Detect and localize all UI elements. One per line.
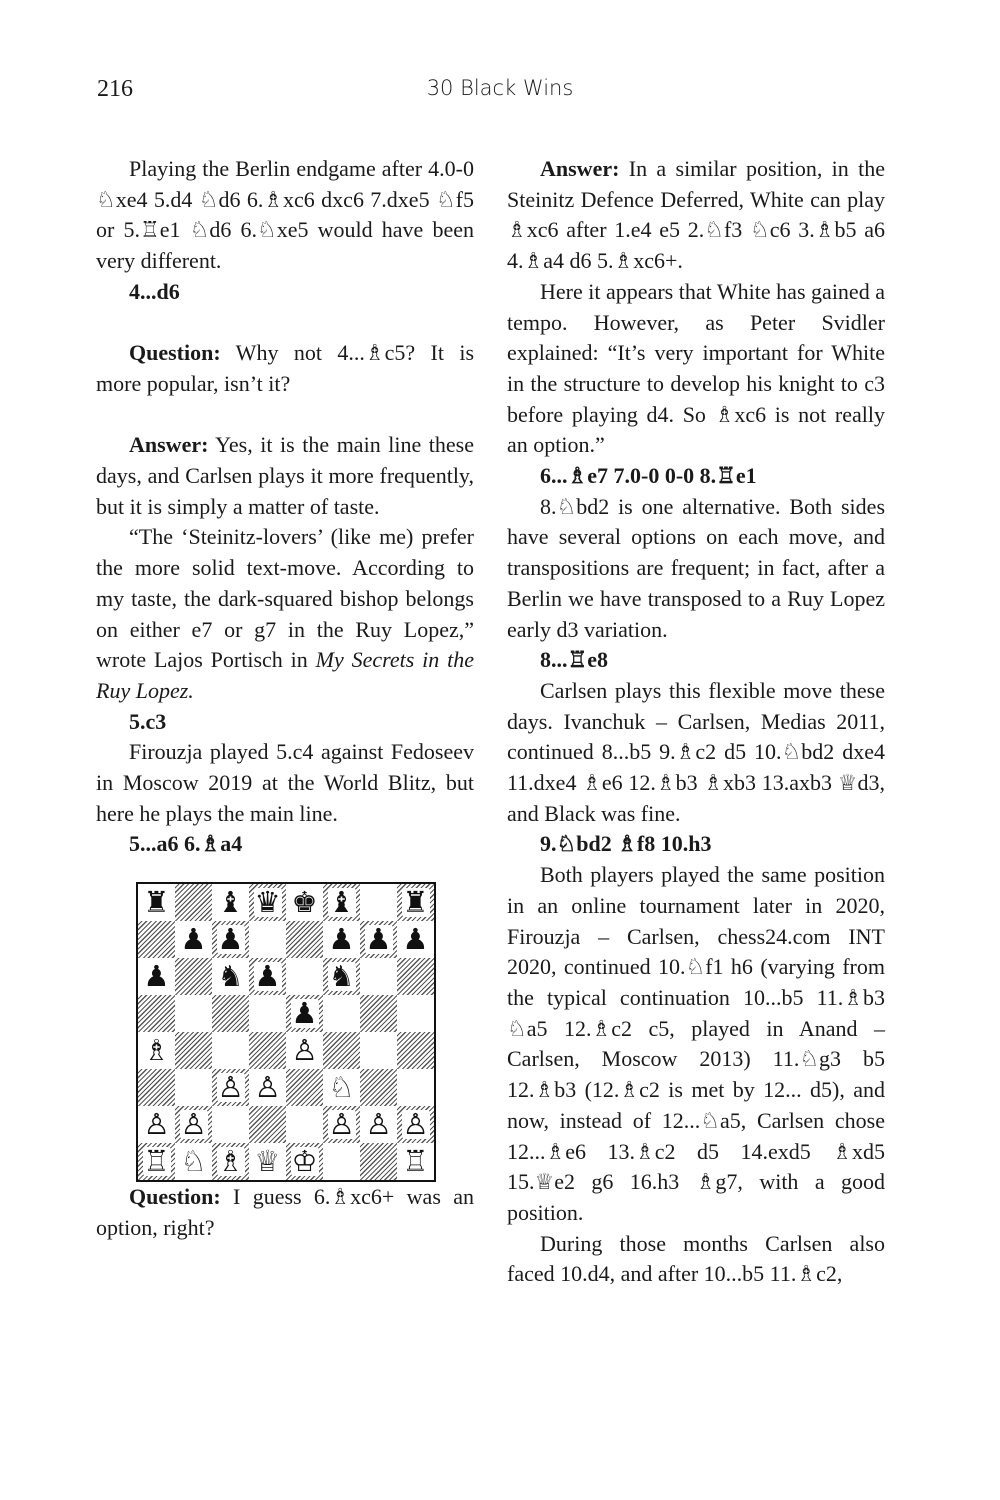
question xyxy=(96,1182,474,1243)
square-g2 xyxy=(360,1106,397,1143)
chess-piece: ♜ xyxy=(143,885,170,920)
chess-diagram xyxy=(136,882,436,1182)
right-column xyxy=(507,154,885,1290)
square-d6 xyxy=(249,958,286,995)
chess-piece: ♜ xyxy=(402,885,429,920)
question-text: I guess 6.♗xc6+ was an option, right? xyxy=(96,1184,474,1240)
square-d4 xyxy=(249,1032,286,1069)
chess-piece: ♙ xyxy=(254,1070,281,1105)
chess-piece: ♚ xyxy=(291,885,318,920)
chess-piece: ♟ xyxy=(365,922,392,957)
square-e6 xyxy=(286,958,323,995)
square-d2 xyxy=(249,1106,286,1143)
chess-piece: ♛ xyxy=(254,885,281,920)
square-c1 xyxy=(212,1143,249,1180)
square-a3 xyxy=(138,1069,175,1106)
question-text: Why not 4...♗c5? It is more popular, isn’t it? xyxy=(96,340,474,396)
square-g1 xyxy=(360,1143,397,1180)
square-g8 xyxy=(360,884,397,921)
square-h8 xyxy=(397,884,434,921)
chess-piece: ♖ xyxy=(402,1144,429,1179)
left-column xyxy=(96,154,474,1244)
square-a2 xyxy=(138,1106,175,1143)
square-f4 xyxy=(323,1032,360,1069)
answer xyxy=(507,154,885,277)
square-f6 xyxy=(323,958,360,995)
square-d8 xyxy=(249,884,286,921)
square-h4 xyxy=(397,1032,434,1069)
square-c7 xyxy=(212,921,249,958)
chess-piece: ♗ xyxy=(217,1144,244,1179)
chess-piece: ♖ xyxy=(143,1144,170,1179)
square-c2 xyxy=(212,1106,249,1143)
chess-piece: ♘ xyxy=(328,1070,355,1105)
square-b1 xyxy=(175,1143,212,1180)
square-f1 xyxy=(323,1143,360,1180)
square-e8 xyxy=(286,884,323,921)
move-line: 5...a6 6.♗a4 xyxy=(129,831,243,857)
square-f5 xyxy=(323,995,360,1032)
chess-piece: ♝ xyxy=(217,885,244,920)
square-a4 xyxy=(138,1032,175,1069)
chess-piece: ♟ xyxy=(217,922,244,957)
paragraph: Both players played the same position in an online tournament later in 2020, Firouzja – Carlsen, chess24.com INT 2020, continued 10.♘f1 h6 (varying from the typical continuation 10...b5 11.♗b3 ♘a5 12.♗c2 c5, played in Anand – Carlsen, Moscow 2013) 11.♘g3 b5 12.♗b3 (12.♗c2 is met by 12... d5), and now, instead of 12...♘a5, Carlsen chose 12...♗e6 13.♗c2 d5 14.exd5 ♗xd5 15.♕e2 g6 16.h3 ♗g7, with a good position. xyxy=(507,862,885,1225)
running-title: 30 Black Wins xyxy=(426,76,574,100)
chess-piece: ♙ xyxy=(143,1107,170,1142)
move-line: 6...♗e7 7.0-0 0-0 8.♖e1 xyxy=(540,463,757,489)
square-f3 xyxy=(323,1069,360,1106)
paragraph: Playing the Berlin endgame after 4.0-0 ♘xe4 5.d4 ♘d6 6.♗xc6 dxc6 7.dxe5 ♘f5 or 5.♖e1 ♘d6 6.♘xe5 would have been very different. xyxy=(96,156,474,274)
square-b7 xyxy=(175,921,212,958)
square-e7 xyxy=(286,921,323,958)
chess-piece: ♙ xyxy=(291,1033,318,1068)
square-c4 xyxy=(212,1032,249,1069)
chess-piece: ♝ xyxy=(328,885,355,920)
square-b3 xyxy=(175,1069,212,1106)
chess-piece: ♞ xyxy=(328,959,355,994)
chess-piece: ♙ xyxy=(328,1107,355,1142)
square-b8 xyxy=(175,884,212,921)
square-g4 xyxy=(360,1032,397,1069)
square-c5 xyxy=(212,995,249,1032)
square-d3 xyxy=(249,1069,286,1106)
chess-piece: ♟ xyxy=(254,959,281,994)
square-f7 xyxy=(323,921,360,958)
square-g6 xyxy=(360,958,397,995)
chess-piece: ♙ xyxy=(180,1107,207,1142)
move-line: 8...♖e8 xyxy=(540,647,608,673)
square-h3 xyxy=(397,1069,434,1106)
chess-piece: ♟ xyxy=(328,922,355,957)
answer-label: Answer: xyxy=(540,156,620,181)
square-c8 xyxy=(212,884,249,921)
square-c6 xyxy=(212,958,249,995)
move-line: 4...d6 xyxy=(129,278,180,304)
square-h5 xyxy=(397,995,434,1032)
answer-text: In a similar position, in the Steinitz Defence Deferred, White can play ♗xc6 after 1.e4 e5 2.♘f3 ♘c6 3.♗b5 a6 4.♗a4 d6 5.♗xc6+. xyxy=(507,156,885,274)
chess-piece: ♔ xyxy=(291,1144,318,1179)
square-b6 xyxy=(175,958,212,995)
question xyxy=(96,338,474,399)
square-g3 xyxy=(360,1069,397,1106)
move-line: 9.♘bd2 ♗f8 10.h3 xyxy=(540,831,712,857)
square-d1 xyxy=(249,1143,286,1180)
square-e1 xyxy=(286,1143,323,1180)
square-g7 xyxy=(360,921,397,958)
chess-piece: ♕ xyxy=(254,1144,281,1179)
square-b2 xyxy=(175,1106,212,1143)
paragraph: During those months Carlsen also faced 10.d4, and after 10...b5 11.♗c2, xyxy=(507,1230,885,1287)
square-a1 xyxy=(138,1143,175,1180)
square-e3 xyxy=(286,1069,323,1106)
square-f2 xyxy=(323,1106,360,1143)
square-b4 xyxy=(175,1032,212,1069)
paragraph: 8.♘bd2 is one alternative. Both sides have several options on each move, and transpositions are frequent; in fact, after a Berlin we have transposed to a Ruy Lopez early d3 variation. xyxy=(507,493,885,642)
square-h7 xyxy=(397,921,434,958)
chess-piece: ♟ xyxy=(180,922,207,957)
chess-piece: ♟ xyxy=(291,996,318,1031)
answer-text: Yes, it is the main line these days, and Carlsen plays it more frequently, but it is simply a matter of taste. xyxy=(96,432,474,519)
square-a6 xyxy=(138,958,175,995)
chess-piece: ♟ xyxy=(143,959,170,994)
square-h2 xyxy=(397,1106,434,1143)
chess-piece: ♗ xyxy=(143,1033,170,1068)
book-title: My Secrets in the Ruy Lopez. xyxy=(96,647,474,703)
square-h1 xyxy=(397,1143,434,1180)
square-a8 xyxy=(138,884,175,921)
chess-piece: ♟ xyxy=(402,922,429,957)
quote-paragraph xyxy=(96,522,474,706)
paragraph: Carlsen plays this flexible move these days. Ivanchuk – Carlsen, Medias 2011, continued 8...b5 9.♗c2 d5 10.♘bd2 dxe4 11.dxe4 ♗e6 12.♗b3 ♗xb3 13.axb3 ♕d3, and Black was fine. xyxy=(507,677,885,826)
page-number: 216 xyxy=(97,76,133,102)
answer-label: Answer: xyxy=(129,432,209,458)
paragraph: Here it appears that White has gained a tempo. However, as Peter Svidler explained: “It’s very important for White in the structure to develop his knight to c3 before playing d4. So ♗xc6 is not really an option.” xyxy=(507,278,885,458)
square-h6 xyxy=(397,958,434,995)
square-e2 xyxy=(286,1106,323,1143)
question-label: Question: xyxy=(129,340,221,366)
chess-piece: ♙ xyxy=(402,1107,429,1142)
move-line: 5.c3 xyxy=(129,708,167,734)
square-d7 xyxy=(249,921,286,958)
square-d5 xyxy=(249,995,286,1032)
chess-board xyxy=(138,884,434,1180)
square-e4 xyxy=(286,1032,323,1069)
square-a5 xyxy=(138,995,175,1032)
question-label: Question: xyxy=(129,1184,221,1210)
square-e5 xyxy=(286,995,323,1032)
paragraph: Firouzja played 5.c4 against Fedoseev in Moscow 2019 at the World Blitz, but here he plays the main line. xyxy=(96,739,474,826)
answer xyxy=(96,430,474,522)
square-c3 xyxy=(212,1069,249,1106)
quote-text: “The ‘Steinitz-lovers’ (like me) prefer the more solid text-move. According to my taste, the dark-squared bishop belongs on either e7 or g7 in the Ruy Lopez,” wrote Lajos Portisch in xyxy=(96,524,474,673)
chess-piece: ♙ xyxy=(365,1107,392,1142)
square-f8 xyxy=(323,884,360,921)
square-a7 xyxy=(138,921,175,958)
chess-piece: ♙ xyxy=(217,1070,244,1105)
square-b5 xyxy=(175,995,212,1032)
chess-piece: ♘ xyxy=(180,1144,207,1179)
chess-piece: ♞ xyxy=(217,959,244,994)
square-g5 xyxy=(360,995,397,1032)
